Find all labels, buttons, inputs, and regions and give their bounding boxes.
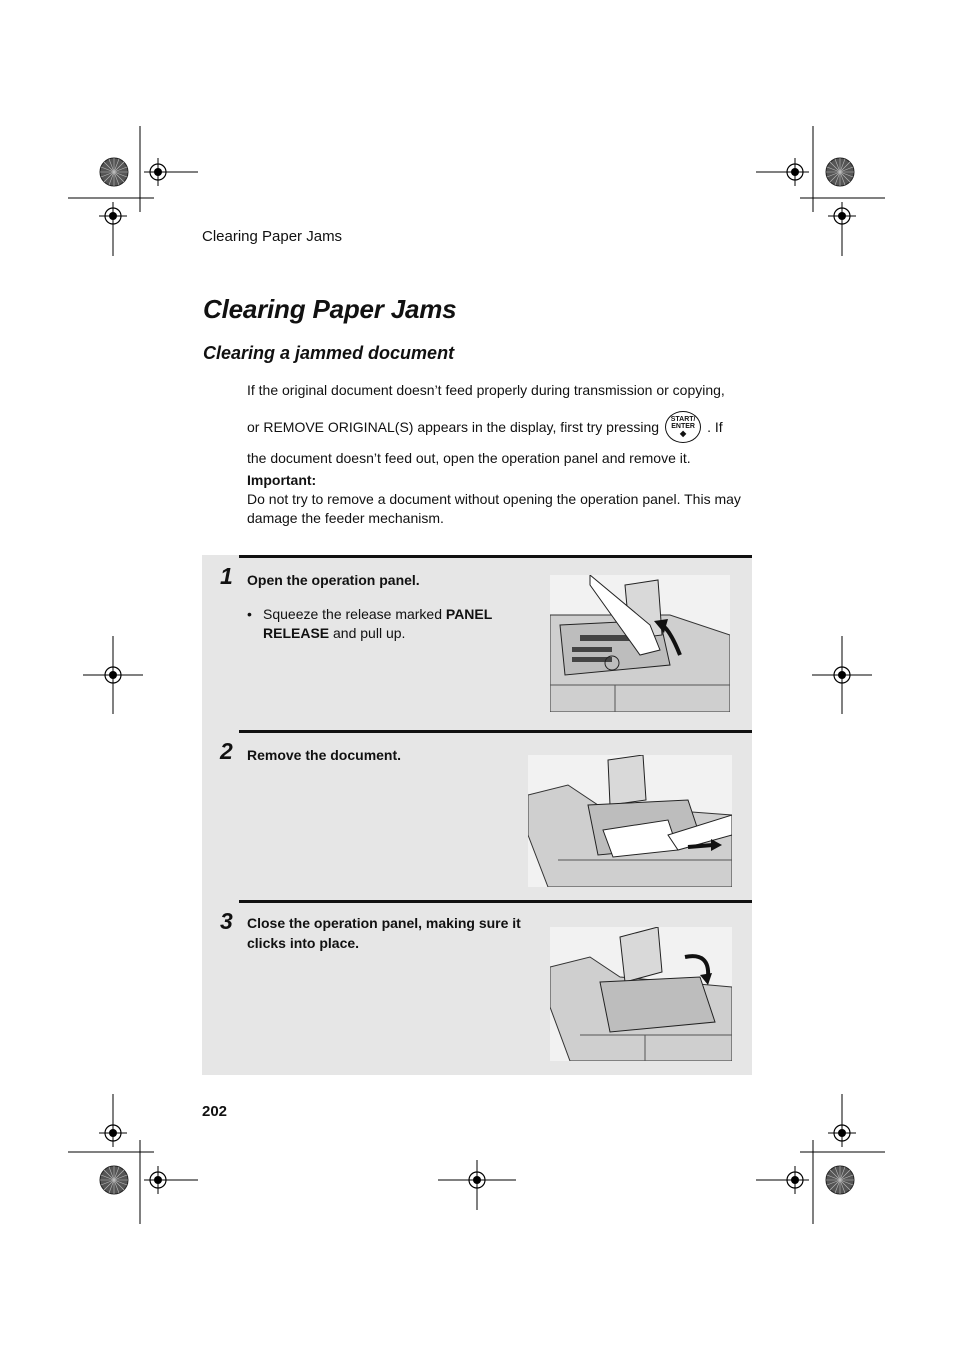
running-head: Clearing Paper Jams [202, 228, 343, 245]
key-label-top: START/ [670, 416, 696, 423]
section-subtitle: Clearing a jammed document [203, 343, 455, 363]
step-divider [239, 730, 752, 733]
bullet-text [247, 605, 507, 643]
steps-panel [202, 555, 752, 1075]
key-label-bottom: ENTER [671, 423, 695, 430]
fax-open-panel-illustration [550, 575, 730, 712]
bullet-bold-text: PANEL RELEASE [263, 606, 493, 641]
step-bullet [247, 605, 507, 643]
step-heading: Open the operation panel. [247, 572, 420, 588]
intro-line-1: If the original document doesn’t feed properly during transmission or copying, [247, 382, 725, 398]
step-heading: Remove the document. [247, 747, 402, 763]
fax-close-panel-illustration [550, 927, 732, 1061]
bullet-text-part: and pull up. [329, 625, 406, 641]
important-label: Important: [247, 472, 317, 488]
step-number: 3 [220, 908, 233, 934]
page-number: 202 [202, 1103, 228, 1120]
intro-line-2-text: or REMOVE ORIGINAL(S) appears in the display, first try pressing [247, 419, 660, 435]
intro-line-2 [247, 411, 747, 443]
start-enter-key-icon [665, 411, 701, 443]
step-number: 1 [220, 563, 233, 589]
step-heading: Close the operation panel, making sure it clicks into place. [247, 915, 521, 951]
intro-line-3: the document doesn’t feed out, open the operation panel and remove it. [247, 450, 691, 466]
step-divider [239, 900, 752, 903]
important-note [247, 471, 747, 528]
bullet-icon: • [247, 606, 252, 622]
key-symbol: ◆ [680, 429, 687, 438]
step-divider [239, 555, 752, 558]
bullet-text-part: Squeeze the release marked [263, 606, 446, 622]
intro-paragraph [247, 380, 747, 468]
page-title: Clearing Paper Jams [203, 294, 457, 324]
important-text: Do not try to remove a document without opening the operation panel. This may damage the feeder mechanism. [247, 491, 741, 526]
step-number: 2 [220, 738, 233, 764]
fax-remove-document-illustration [528, 755, 732, 887]
intro-line-2-tail: . If [707, 419, 723, 435]
